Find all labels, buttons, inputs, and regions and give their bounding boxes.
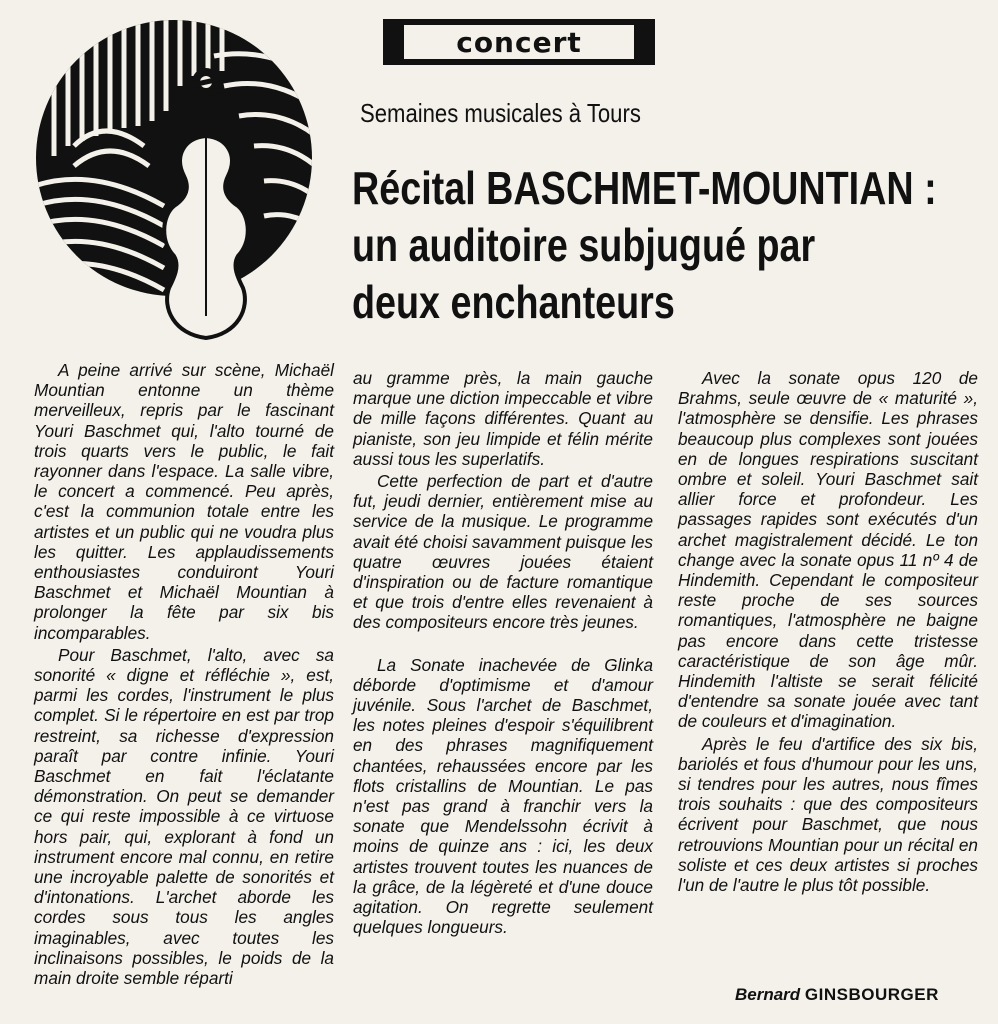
paragraph: Avec la sonate opus 120 de Brahms, seule œuvre de « maturité », l'atmosphère se densifie. Les phrases beaucoup plus complexes sont jouées en de longues respirations suscitant ombre et soleil. Youri Baschmet sait allier force et profondeur. Les passages rapides sont exécutés d'un archet magistralement décidé. Le ton change avec la sonate opus 11 nº 4 de Hindemith. Cependant le compositeur reste proche de ses sources romantiques, l'atmosphère ne baigne pas encore dans cette tristesse caractéristique de son âge mûr. Hindemith l'altiste se serait félicité d'entendre sa sonate jouée avec tant de couleurs et d'imagination. — [678, 368, 978, 732]
author-first-name: Bernard — [735, 985, 801, 1004]
paragraph: La Sonate inachevée de Glinka déborde d'optimisme et d'amour juvénile. Sous l'archet de Baschmet, les notes pleines d'espoir s'équilibrent en des phrases magnifiquement chantées, rehaussées encore par les flots cristallins de Mountian. Le pas n'est pas grand à franchir vers la sonate que Mendelssohn écrivit à moins de quinze ans : ici, les deux artistes trouvent toutes les nuances de la grâce, de la légèreté et d'une douce agitation. On regrette seulement quelques longueurs. — [353, 654, 653, 938]
section-rubric — [383, 19, 655, 65]
rubric-label: concert — [456, 25, 582, 59]
article-column-2 — [353, 368, 653, 937]
paragraph: Cette perfection de part et d'autre fut, jeudi dernier, entièrement mise au service de la musique. Le programme avait été choisi savamment puisque les quatre œuvres jouées étaient d'inspiration ou de facture romantique et que trois d'entre elles revenaient à des compositeurs encore très jeunes. — [353, 471, 653, 633]
viola-music-logo-icon — [34, 16, 322, 346]
author-byline — [735, 985, 939, 1005]
article-headline — [352, 160, 937, 331]
article-column-3 — [678, 368, 978, 895]
paragraph: Après le feu d'artifice des six bis, bariolés et fous d'humour pour les uns, si tendres pour les autres, nous fîmes trois souhaits : que des compositeurs écrivent pour Baschmet, que nous retrouvions Mountian pour un récital en soliste et ces deux artistes si proches l'un de l'autre le plus tôt possible. — [678, 733, 978, 896]
paragraph: A peine arrivé sur scène, Michaël Mountian entonne un thème merveilleux, repris par le fascinant Youri Baschmet qui, l'alto tourné de trois quarts vers le public, le fait rayonner dans l'espace. La salle vibre, le concert a commencé. Peu après, c'est la communion totale entre les artistes et un public qui ne voudra plus les quitter. Les applaudissements enthousiastes conduiront Youri Baschmet et Michaël Mountian à prolonger la fête par six bis incomparables. — [34, 360, 334, 643]
headline-line-2: un auditoire subjugué par — [352, 219, 816, 271]
paragraph: Pour Baschmet, l'alto, avec sa sonorité « digne et réfléchie », est, parmi les cordes, l'instrument le plus complet. Si le répertoire en est par trop restreint, sa richesse d'expression paraît par contre infinie. Youri Baschmet en fait l'éclatante démonstration. On peut se demander ce qui reste impossible à ce virtuose hors pair, qui, explorant à fond un instrument encore mal connu, en retire une incroyable palette de sonorités et d'intonations. L'archet aborde les cordes sous tous les angles imaginables, avec toutes les inclinaisons possibles, le poids de la main droite semble réparti — [34, 644, 334, 989]
paragraph: au gramme près, la main gauche marque une diction impeccable et vibre de mille façons différentes. Quant au pianiste, son jeu limpide et félin mérite aussi tous les superlatifs. — [353, 368, 653, 469]
article-column-1 — [34, 360, 334, 988]
author-last-name: GINSBOURGER — [804, 985, 939, 1004]
headline-line-1: Récital BASCHMET-MOUNTIAN : — [352, 162, 937, 214]
article-kicker: Semaines musicales à Tours — [360, 98, 641, 128]
headline-line-3: deux enchanteurs — [352, 276, 675, 328]
